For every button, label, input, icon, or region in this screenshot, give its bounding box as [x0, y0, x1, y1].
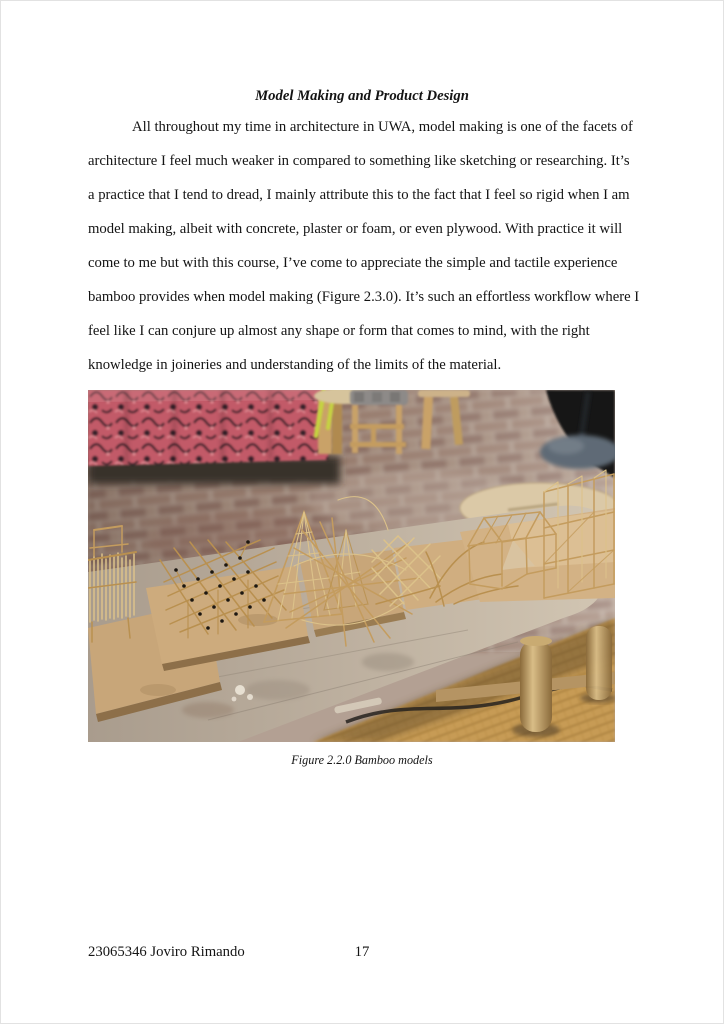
body-line: a practice that I tend to dread, I mainly attribute this to the fact that I feel so rigid when I am — [88, 187, 630, 203]
body-line: feel like I can conjure up almost any shape or form that comes to mind, with the right — [88, 323, 590, 339]
footer-author: 23065346 Joviro Rimando — [88, 944, 245, 960]
body-line: knowledge in joineries and understanding of the limits of the material. — [88, 357, 502, 373]
page-title: Model Making and Product Design — [255, 88, 469, 104]
body-line: All throughout my time in architecture in UWA, model making is one of the facets of — [132, 119, 633, 135]
body-line: model making, albeit with concrete, plaster or foam, or even plywood. With practice it will — [88, 221, 623, 237]
body-line: architecture I feel much weaker in compared to something like sketching or researching. It’s — [88, 153, 630, 169]
figure-caption: Figure 2.2.0 Bamboo models — [291, 753, 433, 767]
photo-batik-bench — [88, 390, 342, 484]
body-line: come to me but with this course, I’ve come to appreciate the simple and tactile experience — [88, 255, 618, 271]
photo-illustration — [88, 390, 615, 742]
page-number: 17 — [354, 944, 370, 960]
page-footer — [0, 942, 724, 962]
body-line: bamboo provides when model making (Figure 2.3.0). It’s such an effortless workflow where I — [88, 289, 640, 305]
body-paragraph — [88, 110, 648, 382]
figure-photo-bamboo-models — [88, 390, 615, 742]
